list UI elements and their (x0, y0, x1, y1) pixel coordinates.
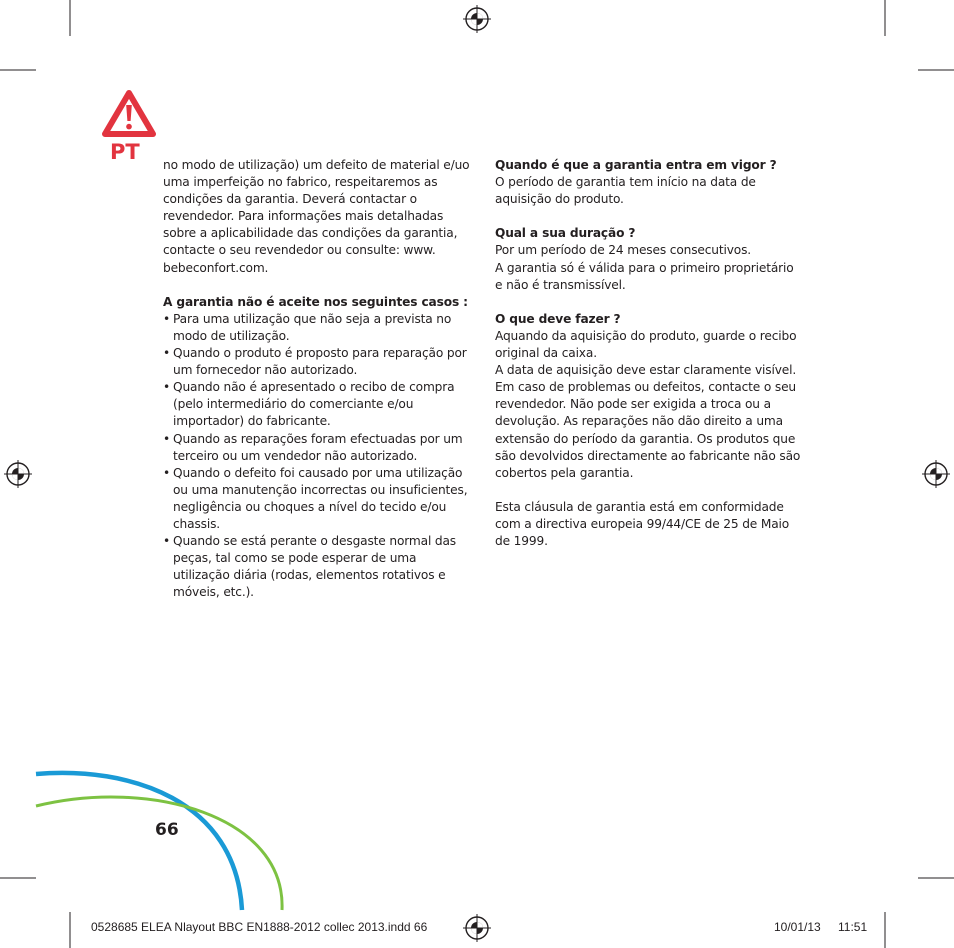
intro-paragraph: no modo de utilização) um defeito de material e/uo uma imperfeição no fabrico, respeitaremos as condições da garantia. Deverá contactar o revendedor. Para informações mais detalhadas sobre a aplicabilidade das condições da garantia, contacte o seu revendedor ou consulte: www. bebeconfort.com. (163, 158, 470, 275)
list-item: • Quando o defeito foi causado por uma utilização ou uma manutenção incorrectas ou insuficientes, negligência ou choques a nível do tecido e/ou chassis. (163, 465, 471, 533)
left-column (163, 157, 471, 601)
language-label: PT (110, 140, 140, 164)
warranty-duration-text: Por um período de 24 meses consecutivos. (495, 243, 752, 258)
exclusions-list (163, 311, 471, 602)
registration-mark-icon (4, 460, 32, 488)
list-item: • Para uma utilização que não seja a prevista no modo de utilização. (163, 311, 471, 345)
what-to-do-heading: O que deve fazer ? (495, 311, 621, 326)
warning-triangle-icon (100, 88, 158, 140)
warranty-start-heading: Quando é que a garantia entra em vigor ? (495, 158, 777, 172)
list-item: • Quando o produto é proposto para reparação por um fornecedor não autorizado. (163, 345, 471, 379)
keep-receipt-text: Aquando da aquisição do produto, guarde o recibo original da caixa. (495, 328, 797, 361)
exclusions-heading: A garantia não é aceite nos seguintes casos : (163, 294, 468, 309)
slug-date: 10/01/13 (774, 920, 821, 934)
slug-time: 11:51 (838, 920, 868, 934)
registration-mark-icon (463, 914, 491, 942)
registration-mark-icon (922, 460, 950, 488)
warranty-start-text: O período de garantia tem início na data de aquisição do produto. (495, 175, 756, 207)
slug-file: 0528685 ELEA Nlayout BBC EN1888-2012 collec 2013.indd 66 (91, 920, 428, 934)
list-item: • Quando não é apresentado o recibo de compra (pelo intermediário do comerciante e/ou importador) do fabricante. (163, 379, 471, 430)
page-number: 66 (155, 820, 179, 840)
list-item: • Quando se está perante o desgaste normal das peças, tal como se pode esperar de uma utilização diária (rodas, elementos rotativos e móveis, etc.). (163, 533, 471, 601)
warranty-owner-text: A garantia só é válida para o primeiro proprietário e não é transmissível. (495, 260, 794, 292)
decorative-arcs (0, 760, 300, 920)
list-item: • Quando as reparações foram efectuadas por um terceiro ou um vendedor não autorizado. (163, 431, 471, 465)
warranty-duration-heading: Qual a sua duração ? (495, 226, 636, 241)
registration-mark-icon (463, 5, 491, 33)
right-column (495, 157, 803, 550)
conformity-text: Esta cláusula de garantia está em conformidade com a directiva europeia 99/44/CE de 25 de Maio de 1999. (495, 499, 790, 549)
purchase-date-text: A data de aquisição deve estar claramente visível. Em caso de problemas ou defeitos, contacte o seu revendedor. Não pode ser exigida a troca ou a devolução. As reparações não dão direito a uma extensão do período da garantia. Os produtos que são devolvidos directamente ao fabricante não são cobertos pela garantia. (495, 363, 801, 480)
